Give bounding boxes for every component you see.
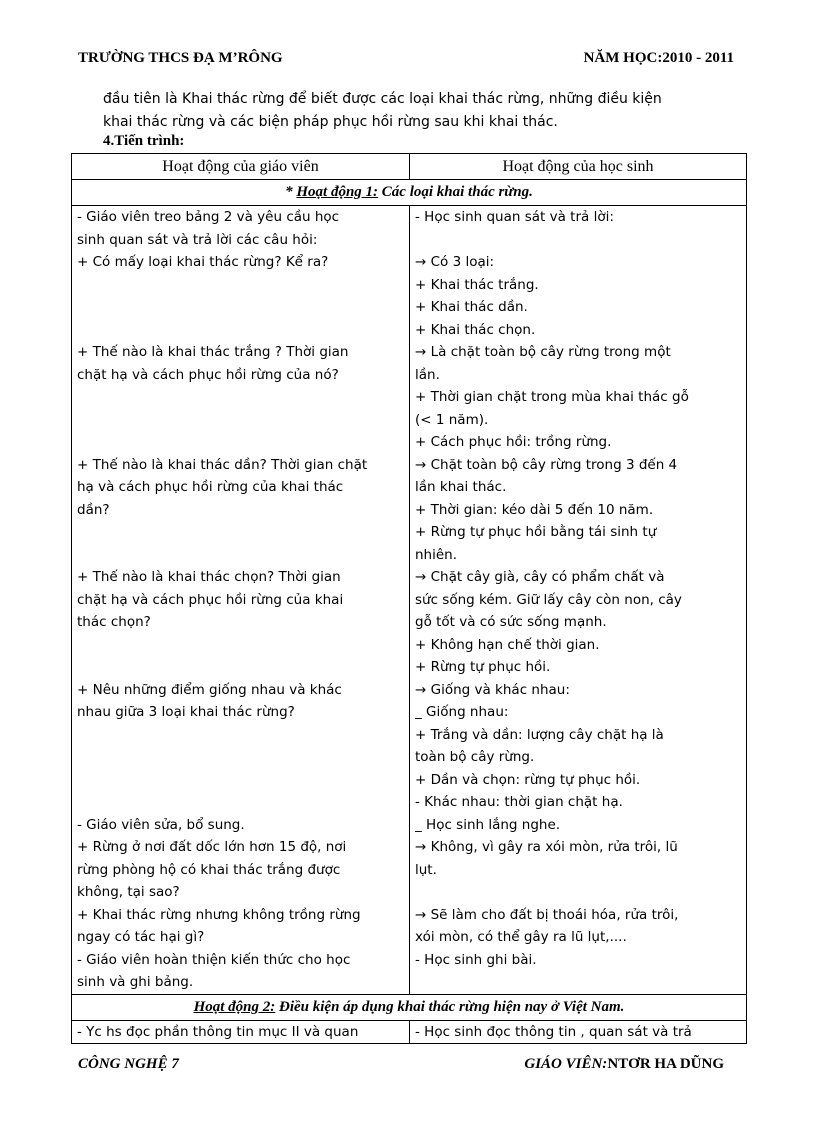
col-header-teacher: Hoạt động của giáo viên [72,154,410,180]
teacher-line: chặt hạ và cách phục hồi rừng của nó? [77,366,339,383]
teacher-line: + Nêu những điểm giống nhau và khác [77,681,342,698]
footer-subject: CÔNG NGHỆ 7 [78,1056,179,1072]
student-line: - Khác nhau: thời gian chặt hạ. [415,794,623,810]
student-line: - Học sinh ghi bài. [415,951,537,968]
student-line: _ Học sinh lắng nghe. [415,816,561,833]
teacher-line: dần? [77,501,110,518]
student-line: → Chặt cây già, cây có phẩm chất và [415,569,665,585]
student-line: lụt. [415,861,437,878]
teacher-line: - Giáo viên hoàn thiện kiến thức cho học [77,951,351,968]
activity-1-title: Hoạt động 1: [296,184,379,200]
teacher-line: - Giáo viên treo bảng 2 và yêu cầu học [77,209,340,225]
teacher-line: + Thế nào là khai thác trắng ? Thời gian [77,344,349,360]
student-line: + Rừng tự phục hồi bằng tái sinh tự [415,524,657,540]
teacher-line [77,521,404,544]
student-line: nhiên. [415,546,458,563]
teacher-line: ngay có tác hại gì? [77,929,205,945]
student-line: + Không hạn chế thời gian. [415,636,600,653]
teacher-line: chặt hạ và cách phục hồi rừng của khai [77,591,344,608]
teacher-line: + Rừng ở nơi đất dốc lớn hơn 15 độ, nơi [77,839,347,855]
teacher-line [77,724,404,747]
teacher-line: hạ và cách phục hồi rừng của khai thác [77,479,344,495]
header-school: TRƯỜNG THCS ĐẠ M’RÔNG [78,50,283,66]
activity-1-bullet: * [285,184,297,200]
activity-2-heading [72,994,747,1020]
student-line: gỗ tốt và có sức sống mạnh. [415,614,607,630]
student-line: + Thời gian: kéo dài 5 đến 10 năm. [415,501,654,518]
teacher-line [77,769,404,792]
teacher-line: không, tại sao? [77,884,180,900]
teacher-line: nhau giữa 3 loại khai thác rừng? [77,704,295,720]
activity-2-content-row [72,1020,747,1044]
teacher-activity-cell [72,1020,410,1044]
intro-line: khai thác rừng và các biện pháp phục hồi rừng sau khi khai thác. [103,113,558,130]
teacher-line [77,296,404,319]
activity-1-row [72,180,747,206]
process-heading: 4.Tiến trình: [103,133,185,149]
teacher-line [77,274,404,297]
student-line: + Dần và chọn: rừng tự phục hồi. [415,771,641,788]
student-line: (< 1 năm). [415,411,489,428]
intro-line: đầu tiên là Khai thác rừng để biết được các loại khai thác rừng, những điều kiện [103,91,662,107]
student-activity-cell [410,1020,747,1044]
lesson-activity-table [71,153,747,1044]
student-line: lần khai thác. [415,479,507,495]
student-line: → Không, vì gây ra xói mòn, rửa trôi, lũ [415,839,678,855]
teacher-line [77,656,404,679]
header-school-year: NĂM HỌC:2010 - 2011 [583,50,734,66]
teacher-line: - Giáo viên sửa, bổ sung. [77,816,245,833]
student-activity-cell [410,206,747,995]
intro-paragraph [103,88,743,133]
student-line: → Sẽ làm cho đất bị thoái hóa, rửa trôi, [415,906,679,923]
student-line: xói mòn, có thể gây ra lũ lụt,.... [415,929,627,945]
student-line: _ Giống nhau: [415,704,509,720]
student-line: + Rừng tự phục hồi. [415,659,551,675]
teacher-line: sinh và ghi bảng. [77,974,194,990]
student-line: sức sống kém. Giữ lấy cây còn non, cây [415,591,682,608]
teacher-line: sinh quan sát và trả lời các câu hỏi: [77,231,318,248]
teacher-line [77,386,404,409]
student-line: → Có 3 loại: [415,254,495,270]
student-line [415,229,741,252]
student-line: lần. [415,366,440,383]
student-line: → Là chặt toàn bộ cây rừng trong một [415,344,671,360]
footer-teacher [524,1056,724,1073]
teacher-line: + Khai thác rừng nhưng không trồng rừng [77,906,361,923]
activity-2-text: Điều kiện áp dụng khai thác rừng hiện nay ở Việt Nam. [275,998,625,1015]
student-line: + Khai thác trắng. [415,276,539,293]
teacher-line: + Có mấy loại khai thác rừng? Kể ra? [77,254,329,270]
teacher-line: rừng phòng hộ có khai thác trắng được [77,861,341,878]
teacher-line [77,746,404,769]
activity-2-row [72,994,747,1020]
teacher-line: + Thế nào là khai thác chọn? Thời gian [77,569,341,585]
student-line: + Thời gian chặt trong mùa khai thác gỗ [415,389,689,405]
student-line: + Trắng và dần: lượng cây chặt hạ là [415,726,664,743]
activity-1-heading [72,180,747,206]
student-line [415,881,741,904]
activity-2-title: Hoạt động 2: [193,998,276,1015]
student-line: → Giống và khác nhau: [415,681,570,698]
teacher-line: - Yc hs đọc phần thông tin mục II và quan [77,1023,359,1040]
student-line: → Chặt toàn bộ cây rừng trong 3 đến 4 [415,456,678,473]
teacher-line: + Thế nào là khai thác dần? Thời gian chặt [77,456,368,473]
student-line: + Khai thác chọn. [415,321,536,338]
teacher-line [77,431,404,454]
teacher-line [77,409,404,432]
table-header-row [72,154,747,180]
teacher-line [77,319,404,342]
teacher-line [77,791,404,814]
teacher-line: thác chọn? [77,614,151,630]
student-line: + Khai thác dần. [415,299,528,315]
activity-1-text: Các loại khai thác rừng. [378,184,533,200]
student-line [415,971,741,994]
student-line: - Học sinh đọc thông tin , quan sát và trả [415,1023,692,1040]
col-header-student: Hoạt động của học sinh [410,154,747,180]
student-line: + Cách phục hồi: trồng rừng. [415,434,612,450]
teacher-activity-cell [72,206,410,995]
teacher-line [77,634,404,657]
student-line: - Học sinh quan sát và trả lời: [415,209,614,225]
footer-teacher-name: NTƠR HA DŨNG [607,1056,724,1072]
teacher-line [77,544,404,567]
activity-1-content-row [72,206,747,995]
student-line: toàn bộ cây rừng. [415,749,535,765]
footer-teacher-label: GIÁO VIÊN: [524,1056,608,1072]
